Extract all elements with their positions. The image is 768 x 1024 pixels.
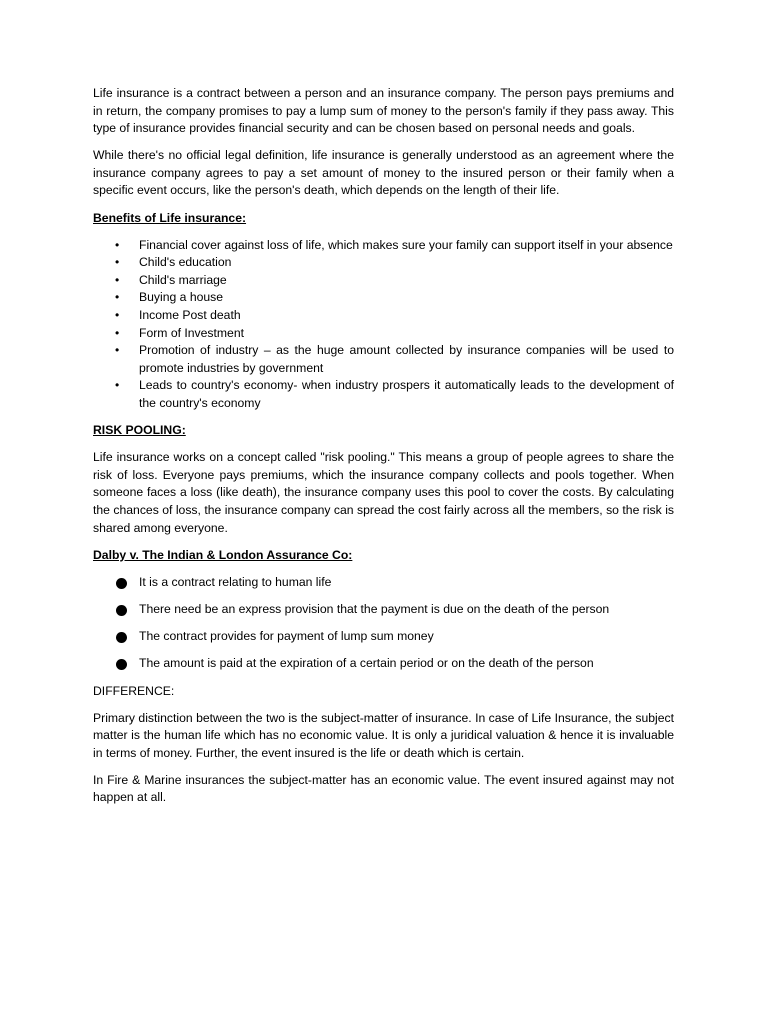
- list-item: The amount is paid at the expiration of a certain period or on the death of the person: [93, 655, 674, 673]
- risk-pooling-heading: RISK POOLING:: [93, 423, 186, 438]
- difference-heading: DIFFERENCE:: [93, 683, 175, 698]
- intro-paragraph-2: While there's no official legal definition, life insurance is generally understood as an agreement where the insurance company agrees to pay a set amount of money to the insured person or their family when a specific event occurs, like the person's death, which depends on the length of their life.: [93, 148, 674, 198]
- bullet-icon: •: [115, 272, 120, 287]
- bullet-icon: •: [115, 290, 120, 305]
- list-item: • Promotion of industry – as the huge amount collected by insurance companies will be used to promote industries by government: [115, 343, 674, 375]
- dalby-case-heading: Dalby v. The Indian & London Assurance Co:: [93, 547, 353, 562]
- bullet-icon: •: [115, 308, 120, 323]
- list-item: • Financial cover against loss of life, which makes sure your family can support itself in your absence: [93, 237, 674, 255]
- list-item: The contract provides for payment of lump sum money: [93, 628, 674, 646]
- bullet-icon: •: [115, 378, 120, 393]
- benefits-list: [93, 237, 674, 413]
- risk-pooling-paragraph: Life insurance works on a concept called "risk pooling." This means a group of people agrees to share the risk of loss. Everyone pays premiums, which the insurance company collects and pools together. When someone faces a loss (like death), the insurance company uses this pool to cover the costs. By calculating the chances of loss, the insurance company can spread the cost fairly across all the members, so the risk is shared among everyone.: [93, 450, 674, 535]
- dalby-list: [93, 574, 674, 673]
- bullet-icon: •: [115, 325, 120, 340]
- list-item: • Form of Investment: [93, 325, 674, 343]
- list-item: There need be an express provision that the payment is due on the death of the person: [93, 601, 674, 619]
- filled-circle-bullet-icon: [116, 578, 127, 589]
- list-item: • Buying a house: [93, 289, 674, 307]
- list-item: It is a contract relating to human life: [93, 574, 674, 592]
- bullet-icon: •: [115, 237, 120, 252]
- difference-paragraph-1: Primary distinction between the two is the subject-matter of insurance. In case of Life Insurance, the subject matter is the human life which has no economic value. It is only a juridical valuation & hence it is invaluable in terms of money. Further, the event insured is the life or death which is certain.: [93, 710, 674, 760]
- benefits-heading: Benefits of Life insurance:: [93, 210, 247, 225]
- list-item: • Leads to country's economy- when industry prospers it automatically leads to the development of the country's economy: [115, 378, 674, 410]
- intro-paragraph-1: Life insurance is a contract between a person and an insurance company. The person pays premiums and in return, the company promises to pay a lump sum of money to the person's family if they pass away. This type of insurance provides financial security and can be chosen based on personal needs and goals.: [93, 86, 674, 136]
- bullet-icon: •: [115, 255, 120, 270]
- list-item: • Income Post death: [93, 307, 674, 325]
- list-item: • Child's education: [93, 254, 674, 272]
- filled-circle-bullet-icon: [116, 632, 127, 643]
- filled-circle-bullet-icon: [116, 659, 127, 670]
- bullet-icon: •: [115, 343, 120, 358]
- filled-circle-bullet-icon: [116, 605, 127, 616]
- difference-paragraph-2: In Fire & Marine insurances the subject-matter has an economic value. The event insured against may not happen at all.: [93, 772, 674, 805]
- document-page: [93, 85, 674, 817]
- list-item: • Child's marriage: [93, 272, 674, 290]
